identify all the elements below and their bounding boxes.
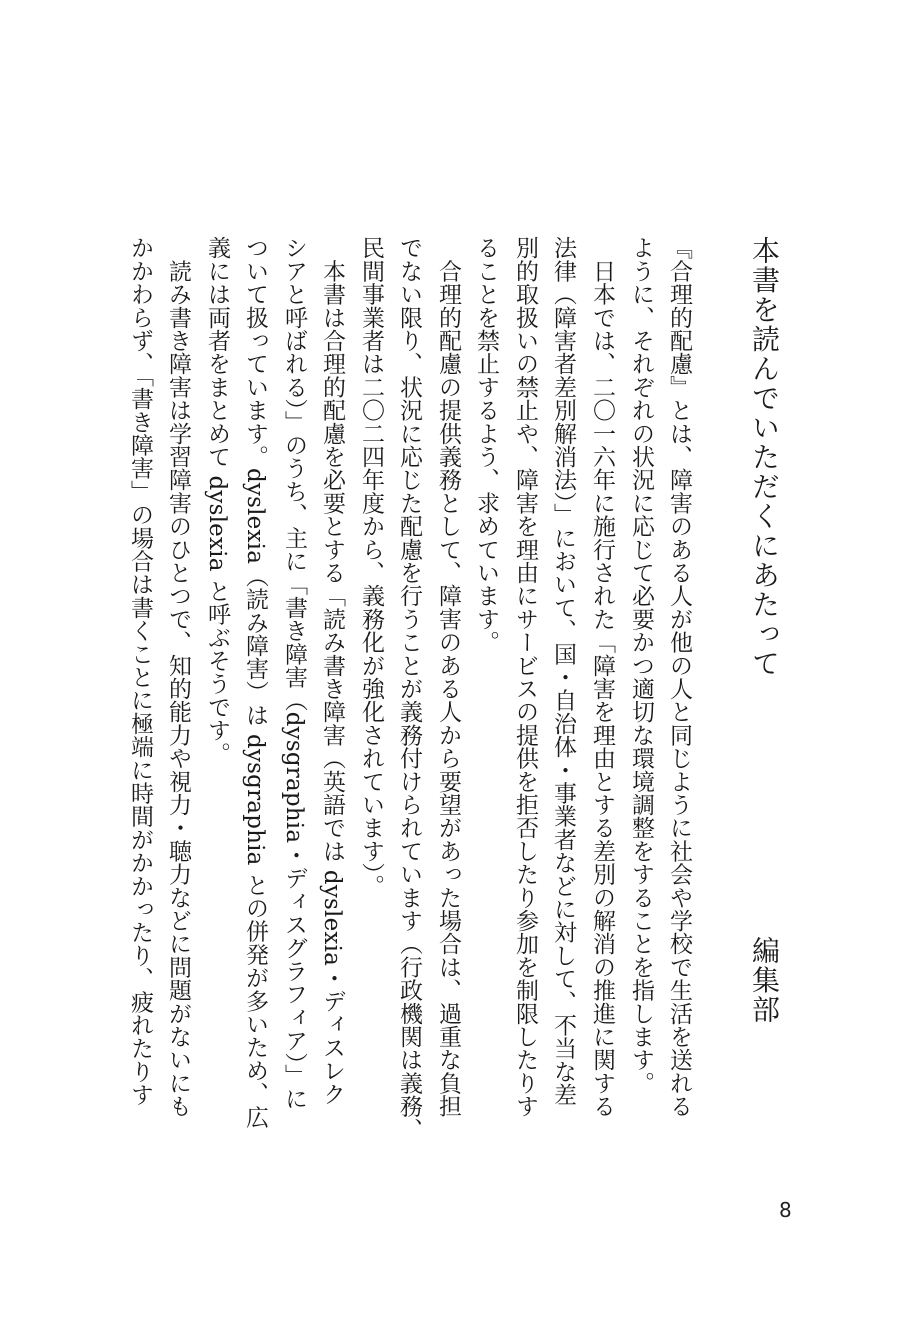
body-line: シアと呼ばれる）」のうち、主に「書き障害（dysgraphia・ディスグラフィア）」に [281, 236, 307, 1111]
body-line: 合理的配慮の提供義務として、障害のある人から要望があった場合は、過重な負担 [435, 236, 461, 1118]
page-title: 本書を読んでいただくにあたって [748, 236, 781, 679]
body-line: 読み書き障害は学習障害のひとつで、知的能力や視力・聴力などに問題がないにも [165, 236, 191, 1118]
body-line: 民間事業者は二〇二四年度から、義務化が強化されています）。 [358, 236, 384, 898]
body-line: 義には両者をまとめて dyslexia と呼ぶそうです。 [204, 236, 230, 765]
body-line: ることを禁止するよう、求めています。 [473, 236, 499, 654]
body-line: 日本では、二〇一六年に施行された「障害を理由とする差別の解消の推進に関する [589, 236, 615, 1118]
body-line: ように、それぞれの状況に応じて必要かつ適切な環境調整をすることを指します。 [628, 236, 654, 1095]
body-line: 本書は合理的配慮を必要とする「読み書き障害（英語では dyslexia・ディスレク [319, 236, 345, 1106]
page-number: 8 [779, 1198, 792, 1222]
body-line: でない限り、状況に応じた配慮を行うことが義務付けられています（行政機関は義務、 [396, 236, 422, 1141]
body-line: 法律（障害者差別解消法）」において、国・自治体・事業者などに対して、不当な差 [550, 236, 576, 1107]
body-line: ついて扱っています。dyslexia（読み障害）は dysgraphia との併発が多いため、広 [242, 236, 268, 1129]
body-line: 別的取扱いの禁止や、障害を理由にサービスの提供を拒否したり参加を制限したりす [512, 236, 538, 1118]
author-credit: 編集部 [748, 936, 781, 1025]
body-line: 『合理的配慮』とは、障害のある人が他の人と同じように社会や学校で生活を送れる [666, 236, 692, 1118]
body-line: かかわらず、「書き障害」の場合は書くことに極端に時間がかかったり、疲れたりす [127, 236, 153, 1107]
